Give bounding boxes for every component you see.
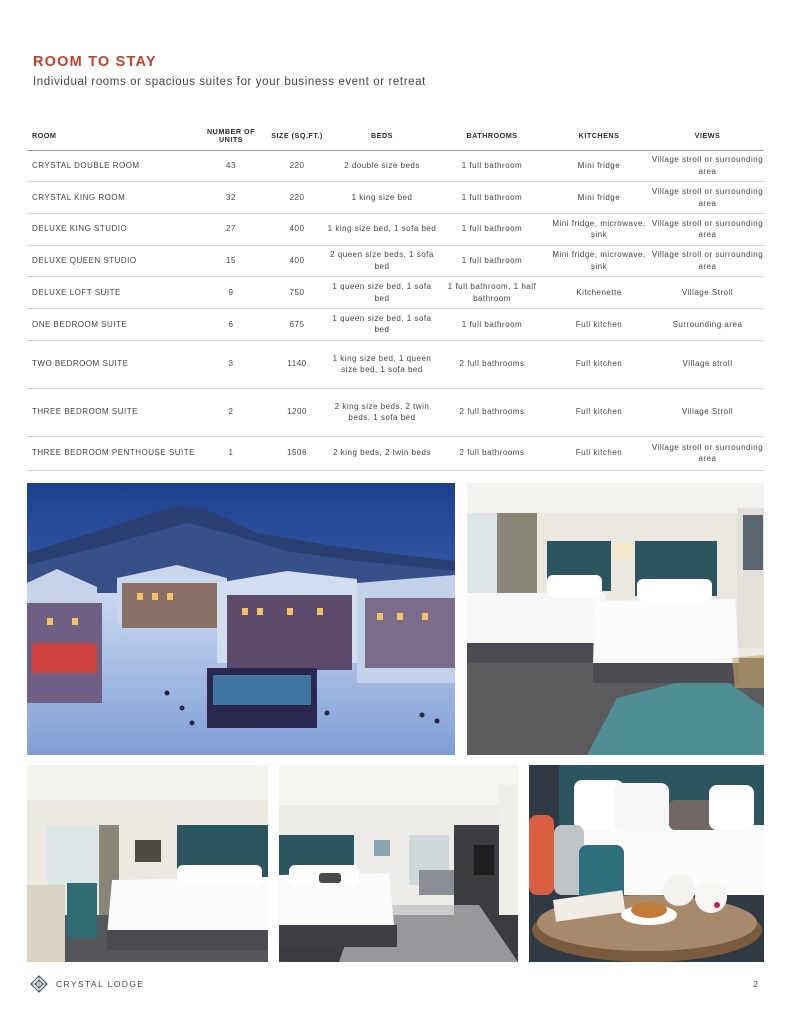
cell-bathrooms: 2 full bathrooms	[437, 388, 547, 436]
table-header-row	[27, 122, 764, 150]
village-night-photo	[27, 483, 455, 755]
cell-size: 1140	[267, 340, 327, 388]
cell-size: 400	[267, 213, 327, 245]
cell-views: Village stroll or surrounding area	[651, 150, 764, 182]
page-number: 2	[753, 979, 758, 989]
cell-views: Village stroll or surrounding area	[651, 182, 764, 214]
cell-views: Village Stroll	[651, 388, 764, 436]
cell-room: CRYSTAL DOUBLE ROOM	[27, 150, 195, 182]
cell-bathrooms: 2 full bathrooms	[437, 340, 547, 388]
cell-room: DELUXE KING STUDIO	[27, 213, 195, 245]
cell-beds: 1 king size bed, 1 queen size bed, 1 sofa bed	[327, 340, 437, 388]
cell-room: CRYSTAL KING ROOM	[27, 182, 195, 214]
breakfast-photo	[529, 765, 764, 962]
table-row	[27, 150, 764, 182]
double-room-photo	[467, 483, 764, 755]
cell-size: 1200	[267, 388, 327, 436]
cell-units: 15	[195, 245, 267, 277]
cell-units: 1	[195, 436, 267, 470]
cell-room: ONE BEDROOM SUITE	[27, 308, 195, 340]
cell-kitchens: Mini fridge	[547, 150, 651, 182]
column-header-room: ROOM	[27, 122, 195, 150]
cell-beds: 1 queen size bed, 1 sofa bed	[327, 277, 437, 309]
cell-kitchens: Mini fridge, microwave, sink	[547, 213, 651, 245]
cell-beds: 2 king beds, 2 twin beds	[327, 436, 437, 470]
cell-bathrooms: 1 full bathroom, 1 half bathroom	[437, 277, 547, 309]
cell-size: 400	[267, 245, 327, 277]
cell-beds: 1 queen size bed, 1 sofa bed	[327, 308, 437, 340]
cell-views: Village stroll or surrounding area	[651, 436, 764, 470]
cell-beds: 1 king size bed	[327, 182, 437, 214]
cell-size: 1506	[267, 436, 327, 470]
cell-room: THREE BEDROOM PENTHOUSE SUITE	[27, 436, 195, 470]
cell-bathrooms: 1 full bathroom	[437, 245, 547, 277]
cell-kitchens: Kitchenette	[547, 277, 651, 309]
cell-size: 220	[267, 150, 327, 182]
cell-bathrooms: 2 full bathrooms	[437, 436, 547, 470]
cell-views: Village stroll or surrounding area	[651, 245, 764, 277]
column-header-views: VIEWS	[651, 122, 764, 150]
cell-room: THREE BEDROOM SUITE	[27, 388, 195, 436]
column-header-units: NUMBER OF UNITS	[195, 122, 267, 150]
cell-kitchens: Full kitchen	[547, 388, 651, 436]
table-row	[27, 388, 764, 436]
cell-room: DELUXE LOFT SUITE	[27, 277, 195, 309]
cell-beds: 2 king size beds, 2 twin beds, 1 sofa bed	[327, 388, 437, 436]
table-row	[27, 436, 764, 470]
cell-kitchens: Full kitchen	[547, 308, 651, 340]
cell-units: 27	[195, 213, 267, 245]
cell-beds: 1 king size bed, 1 sofa bed	[327, 213, 437, 245]
column-header-bathrooms: BATHROOMS	[437, 122, 547, 150]
king-room-photo	[27, 765, 268, 962]
cell-kitchens: Full kitchen	[547, 436, 651, 470]
table-row	[27, 213, 764, 245]
cell-units: 32	[195, 182, 267, 214]
cell-units: 6	[195, 308, 267, 340]
footer-brand: CRYSTAL LODGE	[56, 979, 145, 989]
cell-room: TWO BEDROOM SUITE	[27, 340, 195, 388]
table-row	[27, 308, 764, 340]
column-header-size: SIZE (SQ.FT.)	[267, 122, 327, 150]
cell-units: 9	[195, 277, 267, 309]
cell-beds: 2 queen size beds, 1 sofa bed	[327, 245, 437, 277]
cell-views: Village stroll	[651, 340, 764, 388]
cell-kitchens: Full kitchen	[547, 340, 651, 388]
rooms-table	[27, 122, 764, 471]
table-row	[27, 277, 764, 309]
cell-bathrooms: 1 full bathroom	[437, 213, 547, 245]
cell-units: 2	[195, 388, 267, 436]
cell-kitchens: Mini fridge, microwave, sink	[547, 245, 651, 277]
page-title: ROOM TO STAY	[33, 54, 157, 70]
page-subtitle: Individual rooms or spacious suites for your business event or retreat	[33, 76, 426, 88]
cell-beds: 2 double size beds	[327, 150, 437, 182]
table-row	[27, 182, 764, 214]
table-row	[27, 245, 764, 277]
cell-size: 675	[267, 308, 327, 340]
cell-kitchens: Mini fridge	[547, 182, 651, 214]
cell-views: Village stroll or surrounding area	[651, 213, 764, 245]
column-header-beds: BEDS	[327, 122, 437, 150]
cell-bathrooms: 1 full bathroom	[437, 150, 547, 182]
cell-views: Village Stroll	[651, 277, 764, 309]
cell-size: 750	[267, 277, 327, 309]
diamond-logo-icon	[30, 975, 48, 993]
cell-views: Surrounding area	[651, 308, 764, 340]
cell-bathrooms: 1 full bathroom	[437, 308, 547, 340]
column-header-kitchens: KITCHENS	[547, 122, 651, 150]
cell-units: 43	[195, 150, 267, 182]
cell-bathrooms: 1 full bathroom	[437, 182, 547, 214]
cell-size: 220	[267, 182, 327, 214]
studio-photo	[279, 765, 518, 962]
cell-units: 3	[195, 340, 267, 388]
table-row	[27, 340, 764, 388]
cell-room: DELUXE QUEEN STUDIO	[27, 245, 195, 277]
